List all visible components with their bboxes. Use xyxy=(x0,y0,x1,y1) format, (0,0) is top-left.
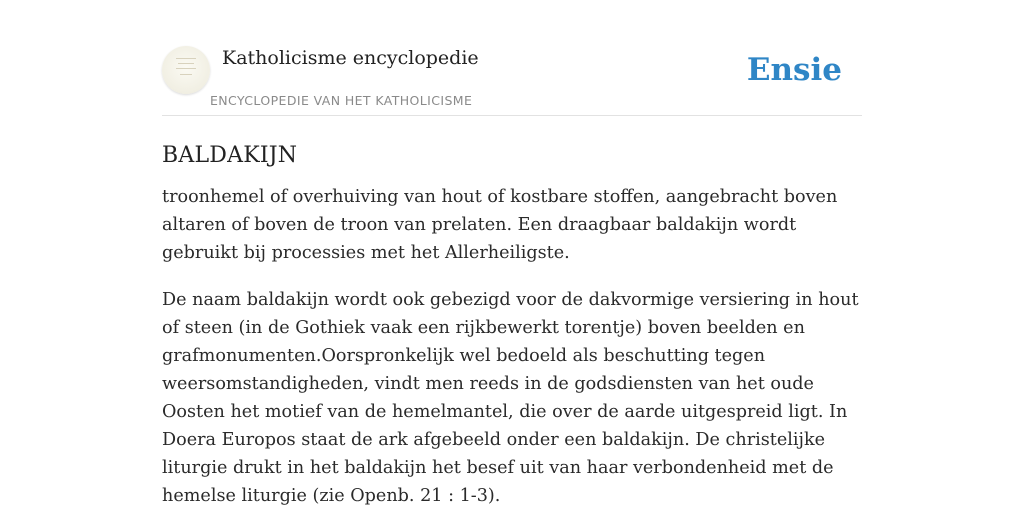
encyclopedia-cover-icon[interactable] xyxy=(162,46,210,94)
entry-title: BALDAKIJN xyxy=(162,143,298,168)
ensie-logo-link[interactable]: Ensie xyxy=(746,52,842,88)
page xyxy=(162,0,862,510)
site-title[interactable]: Katholicisme encyclopedie xyxy=(222,47,479,69)
entry-paragraph: troonhemel of overhuiving van hout of kostbare stoffen, aangebracht boven altaren of boven de troon van prelaten. Een draagbaar baldakijn wordt gebruikt bij processies met het Allerheiligste. xyxy=(162,187,838,263)
entry-paragraph: De naam baldakijn wordt ook gebezigd voor de dakvormige versiering in hout of steen (in de Gothiek vaak een rijkbewerkt torentje) boven beelden en grafmonumenten.Oorspronkelijk wel bedoeld als beschutting tegen weersomstandigheden, vindt men reeds in de godsdiensten van het oude Oosten het motief van de hemelmantel, die over de aarde uitgespreid ligt. In Doera Europos staat de ark afgebeeld onder een baldakijn. De christelijke liturgie drukt in het baldakijn het besef uit van haar verbondenheid met de hemelse liturgie (zie Openb. 21 : 1-3). xyxy=(162,290,859,506)
site-subtitle: ENCYCLOPEDIE VAN HET KATHOLICISME xyxy=(210,93,473,108)
site-header xyxy=(162,0,862,116)
entry-body xyxy=(162,170,862,510)
